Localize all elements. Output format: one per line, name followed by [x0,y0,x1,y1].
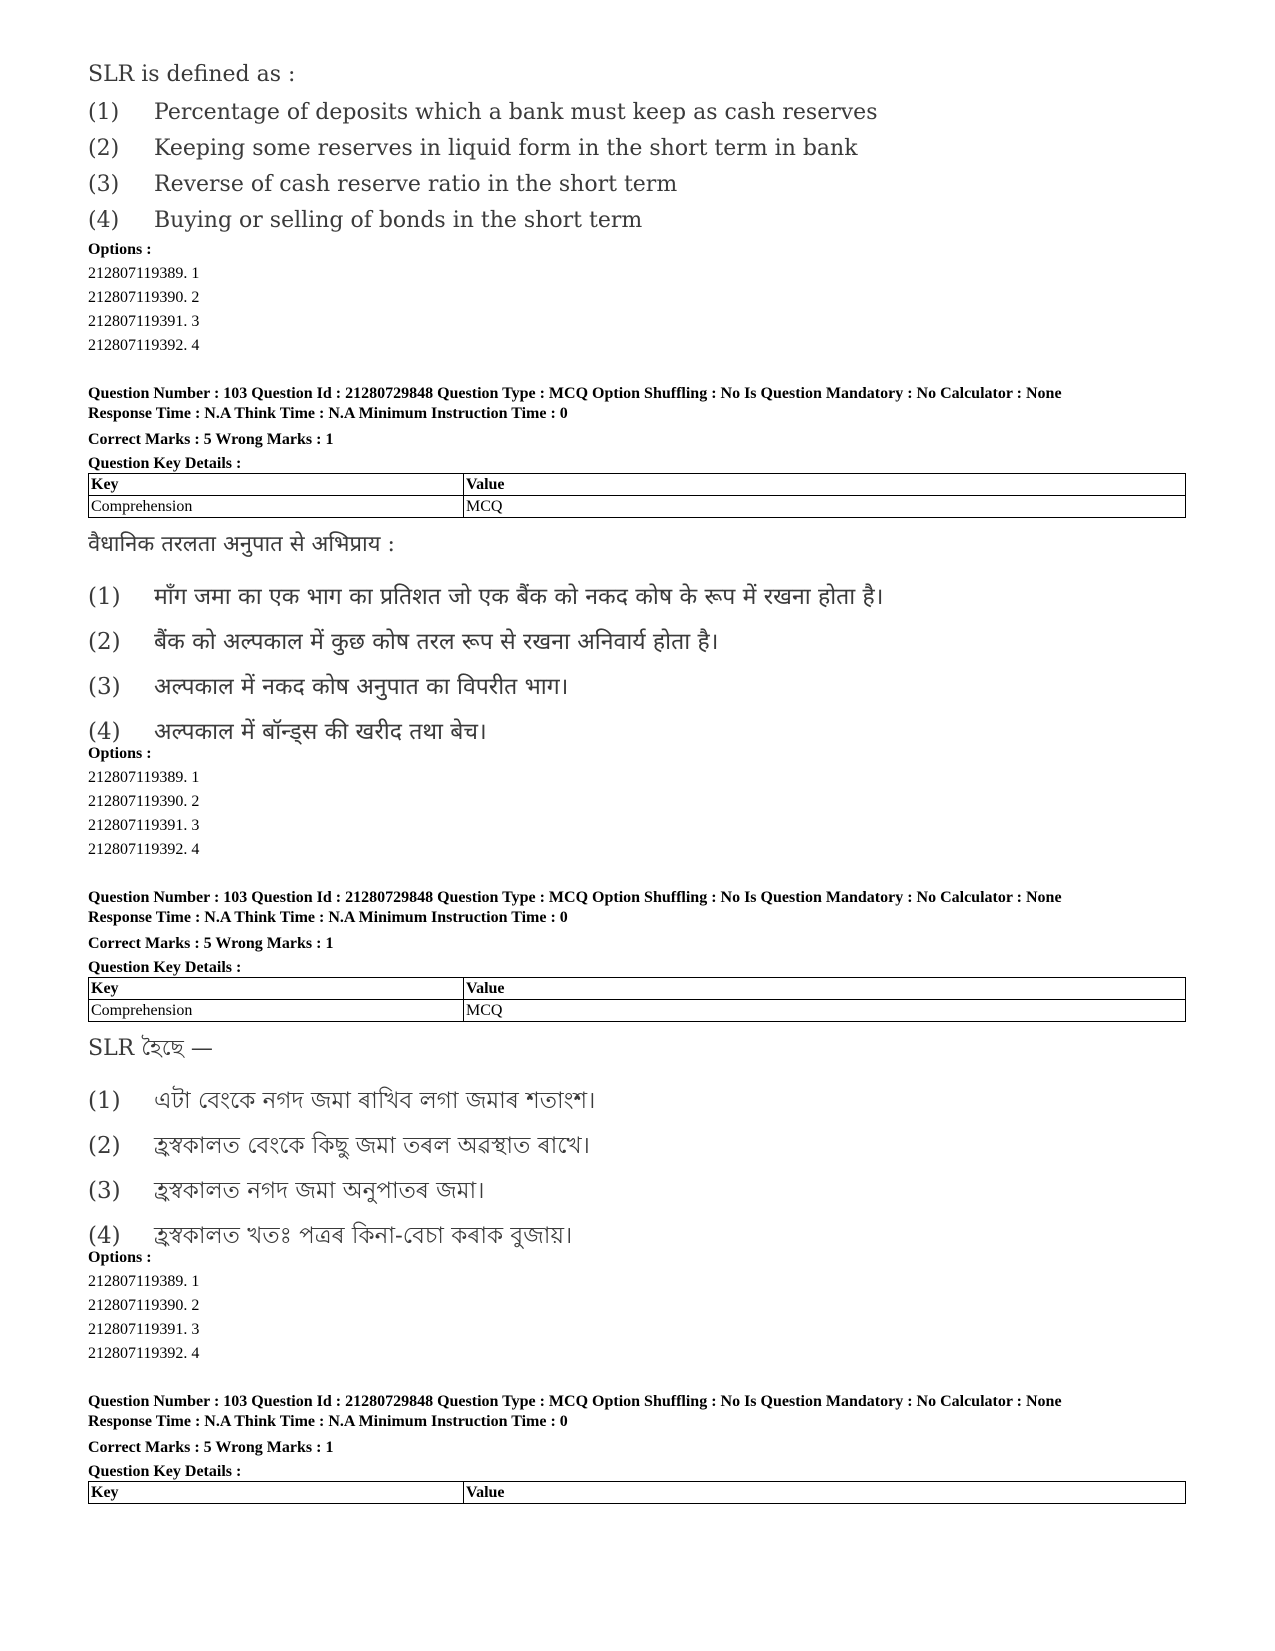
cell-value: MCQ [464,496,1186,518]
option-number: (2) [88,1133,121,1159]
cell-value: MCQ [464,1000,1186,1022]
option-number: (2) [88,629,121,655]
meta-line-1: Question Number : 103 Question Id : 21280729848 Question Type : MCQ Option Shuffling : No Is Question Mandatory : No Calculator : None [88,889,1062,906]
question-hindi [88,530,883,758]
option-id: 212807119392. 4 [88,1345,200,1362]
options-label: Options : [88,1249,152,1266]
option-text: হ্ৰস্বকালত নগদ জমা অনুপাতৰ জমা। [154,1178,485,1204]
question-meta [88,888,1188,980]
key-details-label: Question Key Details : [88,1463,242,1480]
option-text: Percentage of deposits which a bank must keep as cash reserves [154,100,878,125]
question-title: SLR হৈছে — [88,1036,213,1061]
question-option [88,1082,595,1127]
header-value: Value [464,978,1186,1000]
marks-line: Correct Marks : 5 Wrong Marks : 1 [88,1439,334,1456]
header-key: Key [89,978,464,1000]
option-text: बैंक को अल्पकाल में कुछ कोष तरल रूप से रखना अनिवार्य होता है। [154,629,719,655]
question-option [88,713,883,758]
option-text: হ্ৰস্বকালত বেংকে কিছু জমা তৰল অৱস্থাত ৰাখে। [154,1133,590,1159]
meta-line-1: Question Number : 103 Question Id : 21280729848 Question Type : MCQ Option Shuffling : No Is Question Mandatory : No Calculator : None [88,385,1062,402]
question-option [88,668,883,713]
options-list [88,1246,199,1366]
question-meta [88,384,1188,476]
key-details-label: Question Key Details : [88,959,242,976]
option-text: Reverse of cash reserve ratio in the short term [154,172,678,197]
table-header-row [89,1482,1186,1504]
option-number: (3) [88,674,121,700]
option-id: 212807119392. 4 [88,337,200,354]
question-assamese [88,1034,595,1262]
question-title: SLR is defined as : [88,62,296,87]
table-row [89,496,1186,518]
meta-line-1: Question Number : 103 Question Id : 21280729848 Question Type : MCQ Option Shuffling : No Is Question Mandatory : No Calculator : None [88,1393,1062,1410]
key-value-table [88,977,1186,1022]
option-text: হ্ৰস্বকালত খতঃ পত্ৰৰ কিনা-বেচা কৰাক বুজায়। [154,1223,573,1249]
option-text: Keeping some reserves in liquid form in the short term in bank [154,136,858,161]
options-label: Options : [88,745,152,762]
question-option [88,206,878,242]
marks-line: Correct Marks : 5 Wrong Marks : 1 [88,935,334,952]
question-option [88,623,883,668]
option-id: 212807119390. 2 [88,289,200,306]
table-header-row [89,978,1186,1000]
option-id: 212807119389. 1 [88,769,200,786]
option-id: 212807119391. 3 [88,817,200,834]
meta-line-2: Response Time : N.A Think Time : N.A Minimum Instruction Time : 0 [88,1413,568,1430]
option-text: अल्पकाल में बॉन्ड्स की खरीद तथा बेच। [154,719,487,745]
option-text: अल्पकाल में नकद कोष अनुपात का विपरीत भाग। [154,674,569,700]
option-number: (1) [88,584,121,610]
table-header-row [89,474,1186,496]
options-list [88,238,199,358]
header-key: Key [89,474,464,496]
question-option [88,1172,595,1217]
marks-line: Correct Marks : 5 Wrong Marks : 1 [88,431,334,448]
option-text: Buying or selling of bonds in the short term [154,208,643,233]
cell-key: Comprehension [89,1000,464,1022]
meta-line-2: Response Time : N.A Think Time : N.A Minimum Instruction Time : 0 [88,909,568,926]
option-number: (1) [88,100,120,125]
option-number: (1) [88,1088,121,1114]
key-value-table [88,1481,1186,1504]
option-id: 212807119389. 1 [88,1273,200,1290]
option-number: (2) [88,136,120,161]
option-id: 212807119391. 3 [88,1321,200,1338]
option-text: माँग जमा का एक भाग का प्रतिशत जो एक बैंक को नकद कोष के रूप में रखना होता है। [154,584,884,610]
question-option [88,170,878,206]
question-option [88,1127,595,1172]
option-text: এটা বেংকে নগদ জমা ৰাখিব লগা জমাৰ শতাংশ। [154,1088,596,1114]
meta-line-2: Response Time : N.A Think Time : N.A Minimum Instruction Time : 0 [88,405,568,422]
question-option [88,98,878,134]
option-number: (3) [88,1178,121,1204]
options-label: Options : [88,241,152,258]
table-row [89,1000,1186,1022]
option-number: (3) [88,172,120,197]
option-number: (4) [88,208,120,233]
key-details-label: Question Key Details : [88,455,242,472]
option-id: 212807119389. 1 [88,265,200,282]
question-meta [88,1392,1188,1484]
question-english [88,60,878,242]
option-id: 212807119390. 2 [88,793,200,810]
question-option [88,134,878,170]
header-key: Key [89,1482,464,1504]
option-number: (4) [88,719,121,745]
option-id: 212807119390. 2 [88,1297,200,1314]
header-value: Value [464,474,1186,496]
option-id: 212807119391. 3 [88,313,200,330]
question-option [88,578,883,623]
key-value-table [88,473,1186,518]
question-title: वैधानिक तरलता अनुपात से अभिप्राय : [88,532,395,557]
option-id: 212807119392. 4 [88,841,200,858]
header-value: Value [464,1482,1186,1504]
option-number: (4) [88,1223,121,1249]
options-list [88,742,199,862]
cell-key: Comprehension [89,496,464,518]
